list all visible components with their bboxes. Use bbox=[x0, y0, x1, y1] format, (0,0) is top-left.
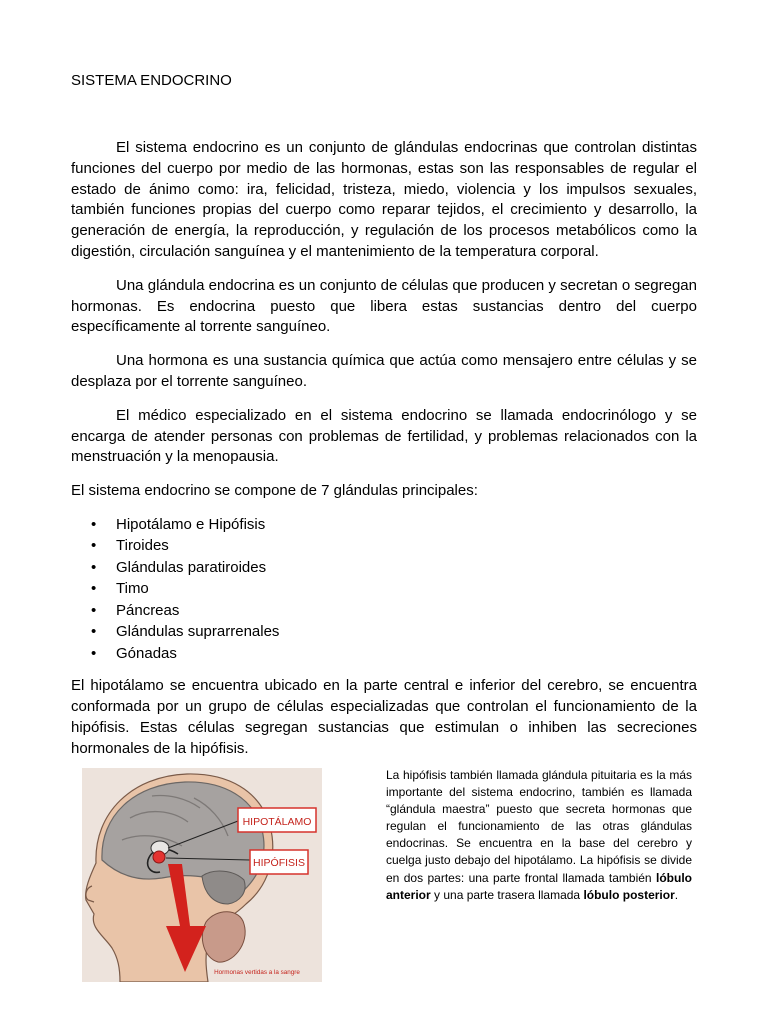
bullet-icon: • bbox=[91, 537, 97, 555]
bullet-icon: • bbox=[91, 558, 97, 576]
caption-text-1: La hipófisis también llamada glándula pituitaria es la más importante del sistema endocrino, también es llamada “glándula maestra” puesto que secreta hormonas que regulan el funcionamiento de las otras glándulas endocrinas. Se encuentra en la base del cerebro y cuelga justo debajo del hipotálamo. La hipófisis se divide en dos partes: una parte frontal llamada también bbox=[386, 768, 692, 885]
hypothalamus-label: HIPOTÁLAMO bbox=[242, 816, 312, 828]
pituitary-gland bbox=[153, 851, 165, 863]
list-item bbox=[71, 643, 697, 665]
paragraph-hypothalamus: El hipotálamo se encuentra ubicado en la parte central e inferior del cerebro, se encuentra conformada por un grupo de células especializadas que controlan el funcionamiento de la hipófisis. Estas células segregan sustancias que estimulan o inhiben las secreciones hormonales de la hipófisis. bbox=[71, 677, 697, 757]
list-item-label: Timo bbox=[116, 580, 149, 598]
list-item-label: Gónadas bbox=[116, 644, 177, 662]
bullet-icon: • bbox=[91, 580, 97, 598]
caption-text-2: y una parte trasera llamada bbox=[430, 887, 584, 902]
list-item-label: Glándulas suprarrenales bbox=[116, 623, 280, 641]
paragraph-gland-definition: Una glándula endocrina es un conjunto de células que producen y secretan o segregan hormonas. Es endocrina puesto que libera estas sustancias dentro del cuerpo específicamente al torrente sanguíneo. bbox=[71, 276, 697, 336]
figure-caption bbox=[386, 767, 692, 904]
list-item-label: Hipotálamo e Hipófisis bbox=[116, 515, 266, 533]
caption-text-3: . bbox=[674, 887, 679, 902]
list-item-label: Tiroides bbox=[116, 537, 169, 555]
arrow-caption: Hormonas vertidas a la sangre bbox=[214, 969, 300, 976]
list-item-label: Glándulas paratiroides bbox=[116, 558, 267, 576]
bullet-icon: • bbox=[91, 644, 97, 662]
document-title: SISTEMA ENDOCRINO bbox=[71, 72, 232, 89]
brain-anatomy-illustration bbox=[82, 768, 322, 982]
paragraph-intro: El sistema endocrino es un conjunto de glándulas endocrinas que controlan distintas funciones del cuerpo por medio de las hormonas, estas son las responsables de regular el estado de ánimo como: ira, felicidad, tristeza, miedo, violencia y los impulsos sexuales, también funciones propias del cuerpo como reparar tejidos, el crecimiento y desarrollo, la generación de energía, la reproducción, y regulación de los procesos metabólicos como la digestión, circulación sanguínea y el mantenimiento de la temperatura corporal. bbox=[71, 139, 697, 260]
list-intro: El sistema endocrino se compone de 7 glándulas principales: bbox=[71, 482, 478, 500]
list-item bbox=[71, 621, 697, 643]
list-item bbox=[71, 514, 697, 536]
paragraph-endocrinologist: El médico especializado en el sistema endocrino se llamada endocrinólogo y se encarga de atender personas con problemas de fertilidad, y problemas relacionados con la menstruación y la menopausia. bbox=[71, 406, 697, 466]
list-item bbox=[71, 600, 697, 622]
list-item bbox=[71, 557, 697, 579]
document-body bbox=[71, 138, 697, 773]
list-item bbox=[71, 535, 697, 557]
bullet-icon: • bbox=[91, 601, 97, 619]
gland-list bbox=[71, 514, 697, 665]
caption-bold-anterior: lóbulo anterior bbox=[386, 870, 692, 902]
pituitary-label: HIPÓFISIS bbox=[253, 857, 305, 869]
list-item bbox=[71, 578, 697, 600]
bullet-icon: • bbox=[91, 623, 97, 641]
paragraph-hormone-definition: Una hormona es una sustancia química que actúa como mensajero entre células y se desplaza por el torrente sanguíneo. bbox=[71, 352, 697, 390]
caption-bold-posterior: lóbulo posterior bbox=[583, 887, 675, 902]
bullet-icon: • bbox=[91, 515, 97, 533]
list-item-label: Páncreas bbox=[116, 601, 180, 619]
